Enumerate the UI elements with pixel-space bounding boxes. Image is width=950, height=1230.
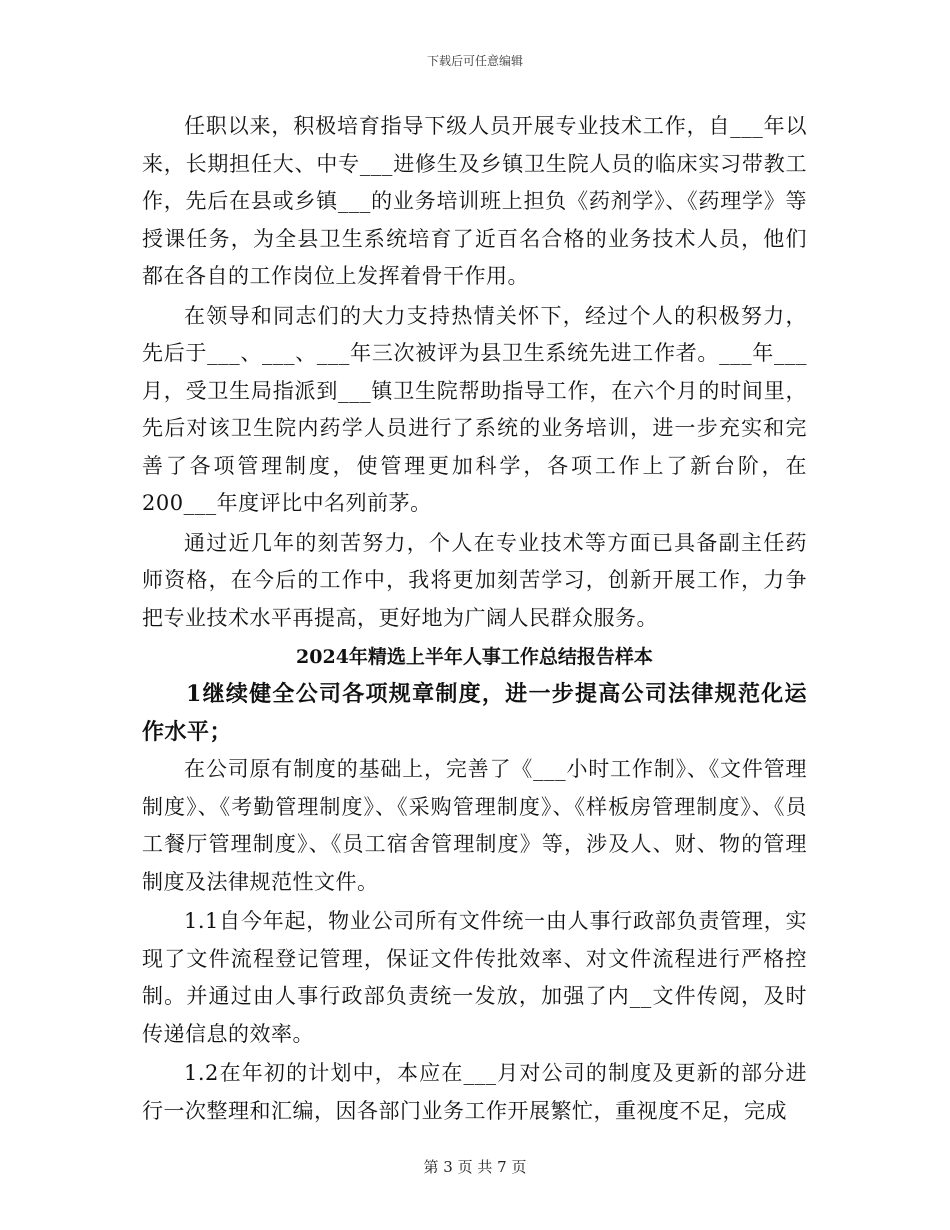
paragraph-item-1-1: 1.1自今年起，物业公司所有文件统一由人事行政部负责管理，实现了文件流程登记管理，保证文件传批效率、对文件流程进行严格控制。并通过由人事行政部负责统一发放，加强了内__文件传阅，及时传递信息的效率。	[142, 909, 807, 1046]
paragraph-qualification: 通过近几年的刻苦努力，个人在专业技术等方面已具备副主任药师资格，在今后的工作中，我将更加刻苦学习，创新开展工作，力争把专业技术水平再提高，更好地为广阔人民群众服务。	[142, 530, 807, 630]
paragraph-regulations: 在公司原有制度的基础上，完善了《___小时工作制》、《文件管理制度》、《考勤管理制度》、《采购管理制度》、《样板房管理制度》、《员工餐厅管理制度》、《员工宿舍管理制度》等，涉及人、财、物的管理制度及法律规范性文件。	[142, 757, 807, 894]
section-subtitle: 1继续健全公司各项规章制度，进一步提高公司法律规范化运作水平；	[142, 681, 807, 745]
document-body	[142, 108, 807, 1132]
section-title: 2024年精选上半年人事工作总结报告样本	[296, 646, 653, 668]
paragraph-item-1-2: 1.2在年初的计划中，本应在___月对公司的制度及更新的部分进行一次整理和汇编，因各部门业务工作开展繁忙，重视度不足，完成	[142, 1061, 807, 1123]
page-number: 第 3 页 共 7 页	[423, 1158, 527, 1176]
paragraph-awards: 在领导和同志们的大力支持热情关怀下，经过个人的积极努力，先后于___、___、___年三次被评为县卫生系统先进工作者。___年___月，受卫生局指派到___镇卫生院帮助指导工作，在六个月的时间里，先后对该卫生院内药学人员进行了系统的业务培训，进一步充实和完善了各项管理制度，使管理更加科学，各项工作上了新台阶，在200___年度评比中名列前茅。	[142, 303, 807, 515]
page-header-note: 下载后可任意编辑	[426, 54, 523, 68]
paragraph-teaching: 任职以来，积极培育指导下级人员开展专业技术工作，自___年以来，长期担任大、中专___进修生及乡镇卫生院人员的临床实习带教工作，先后在县或乡镇___的业务培训班上担负《药剂学》、《药理学》等授课任务，为全县卫生系统培育了近百名合格的业务技术人员，他们都在各自的工作岗位上发挥着骨干作用。	[142, 114, 807, 288]
